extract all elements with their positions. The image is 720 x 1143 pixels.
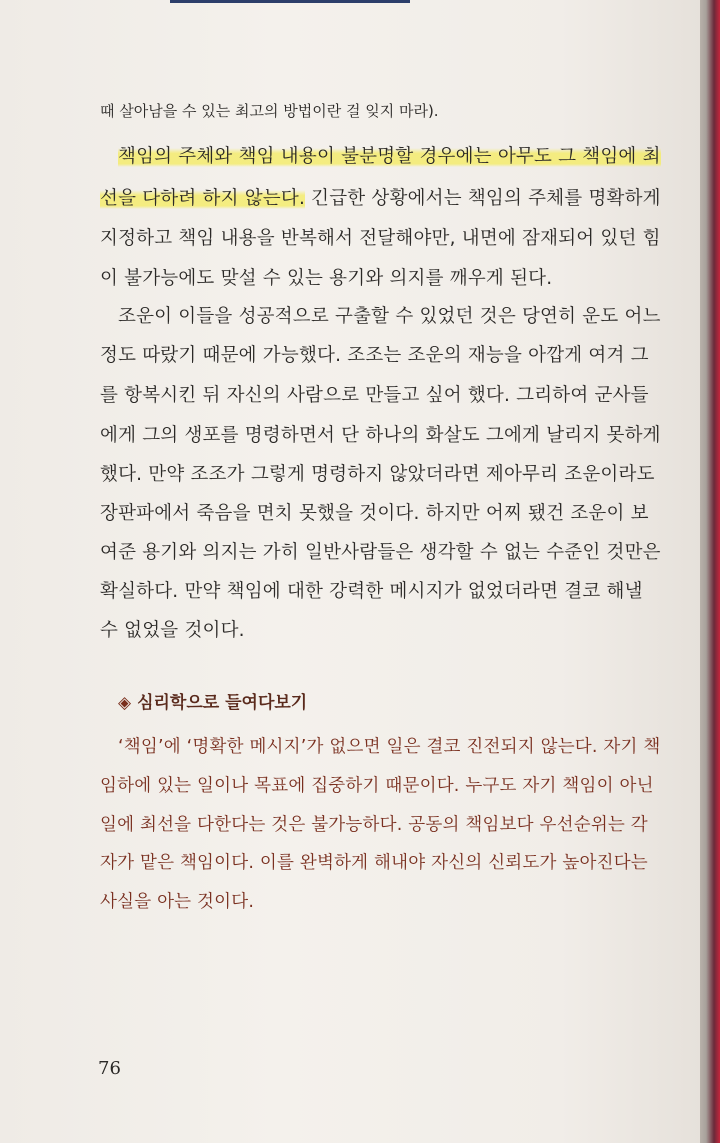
body-text: 긴급한 상황에서는 책임의 주체를 명확하게	[305, 188, 661, 209]
section-line: 자가 맡은 책임이다. 이를 완벽하게 해내야 자신의 신뢰도가 높아진다는	[100, 853, 648, 873]
paragraph-2-line: 장판파에서 죽음을 면치 못했을 것이다. 하지만 어찌 됐건 조운이 보	[100, 503, 649, 524]
diamond-icon: ◈	[118, 693, 132, 713]
section-line: 사실을 아는 것이다.	[100, 892, 255, 912]
top-binding-strip	[170, 0, 410, 3]
highlighted-text: 책임의 주체와 책임 내용이 불분명할 경우에는 아무도 그 책임에 최	[118, 146, 661, 167]
paragraph-2-line: 확실하다. 만약 책임에 대한 강력한 메시지가 없었더라면 결코 해낼	[100, 581, 643, 602]
book-edge	[700, 0, 720, 1143]
paragraph-2-line: 조운이 이들을 성공적으로 구출할 수 있었던 것은 당연히 운도 어느	[118, 306, 661, 327]
paragraph-1-line-1	[118, 142, 661, 168]
paragraph-2-line: 에게 그의 생포를 명령하면서 단 하나의 화살도 그에게 날리지 못하게	[100, 425, 661, 446]
section-heading	[118, 688, 307, 713]
page-number: 76	[98, 1058, 121, 1079]
paragraph-2-line: 정도 따랐기 때문에 가능했다. 조조는 조운의 재능을 아깝게 여겨 그	[100, 345, 649, 366]
section-line: ‘책임’에 ‘명확한 메시지’가 없으면 일은 결코 진전되지 않는다. 자기 책	[118, 737, 661, 757]
section-line: 일에 최선을 다한다는 것은 불가능하다. 공동의 책임보다 우선순위는 각	[100, 815, 648, 835]
paragraph-2-line: 여준 용기와 의지는 가히 일반사람들은 생각할 수 없는 수준인 것만은	[100, 542, 661, 563]
highlighted-text: 선을 다하려 하지 않는다.	[100, 188, 306, 209]
paragraph-2-line: 를 항복시킨 뒤 자신의 사람으로 만들고 싶어 했다. 그리하여 군사들	[100, 385, 649, 406]
paragraph-1-line-2	[100, 184, 661, 210]
continued-text-line: 때 살아남을 수 있는 최고의 방법이란 걸 잊지 마라).	[100, 102, 439, 120]
paragraph-1-line-4: 이 불가능에도 맞설 수 있는 용기와 의지를 깨우게 된다.	[100, 268, 553, 289]
section-heading-text: 심리학으로 들여다보기	[137, 693, 308, 713]
paragraph-2-line: 수 없었을 것이다.	[100, 620, 245, 641]
paragraph-1-line-3: 지정하고 책임 내용을 반복해서 전달해야만, 내면에 잠재되어 있던 힘	[100, 228, 661, 249]
paragraph-2-line: 했다. 만약 조조가 그렇게 명령하지 않았더라면 제아무리 조운이라도	[100, 464, 655, 485]
section-line: 임하에 있는 일이나 목표에 집중하기 때문이다. 누구도 자기 책임이 아닌	[100, 776, 654, 796]
